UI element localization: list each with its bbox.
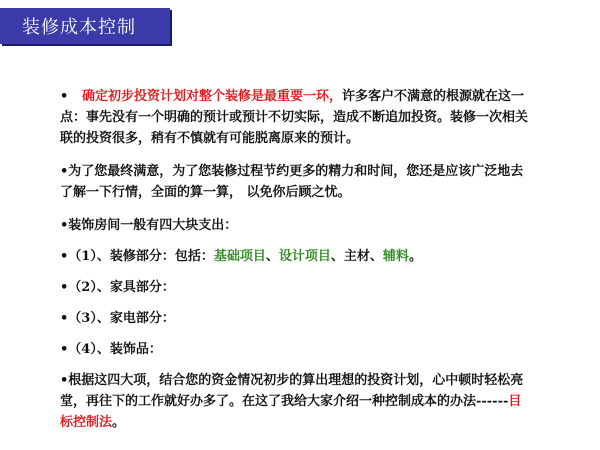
separator: 、主材、 bbox=[330, 249, 383, 264]
paragraph-four-expenses: •装饰房间一般有四大块支出： bbox=[60, 218, 238, 233]
paragraph-conclusion bbox=[60, 370, 530, 433]
title-bar bbox=[0, 8, 170, 44]
expense-item-decoration bbox=[60, 246, 530, 267]
target-control-method-highlight: 目标控制法 bbox=[60, 394, 522, 430]
paragraph-investment-plan bbox=[60, 86, 530, 149]
separator: 、 bbox=[265, 249, 279, 264]
expense-item-decor: •（4）、装饰品： bbox=[60, 342, 162, 357]
key-point-highlight: 确定初步投资计划对整个装修是最重要一环， bbox=[82, 89, 343, 104]
auxiliary-materials-highlight: 辅料 bbox=[382, 249, 409, 264]
expense-item-appliances: •（3）、家电部分： bbox=[60, 311, 175, 326]
paragraph-text: 许多客户不满意的根源就在这一点：事先没有一个明确的预计或预计不切实际，造成不断追加投资。装修一次相关联的投资很多，稍有不慎就有可能脱离原来的预计。 bbox=[60, 89, 529, 146]
paragraph-market-research: •为了您最终满意，为了您装修过程节约更多的精力和时间，您还是应该广泛地去了解一下行情，全面的算一算， 以免你后顾之忧。 bbox=[60, 164, 524, 200]
slide-content bbox=[60, 86, 530, 443]
end-mark: 。 bbox=[112, 415, 126, 430]
paragraph-text: •根据这四大项，结合您的资金情况初步的算出理想的投资计划，心中顿时轻松亮堂，再往下的工作就好办多了。在这了我给大家介绍一种控制成本的办法------ bbox=[60, 373, 524, 409]
design-items-highlight: 设计项目 bbox=[278, 249, 331, 264]
end-mark: 。 bbox=[408, 249, 422, 264]
basic-items-highlight: 基础项目 bbox=[213, 249, 266, 264]
bullet: • bbox=[60, 89, 69, 104]
expense-label: •（1）、装修部分：包括： bbox=[60, 249, 214, 264]
slide-title: 装修成本控制 bbox=[22, 17, 136, 38]
expense-item-furniture: •（2）、家具部分： bbox=[60, 280, 175, 295]
